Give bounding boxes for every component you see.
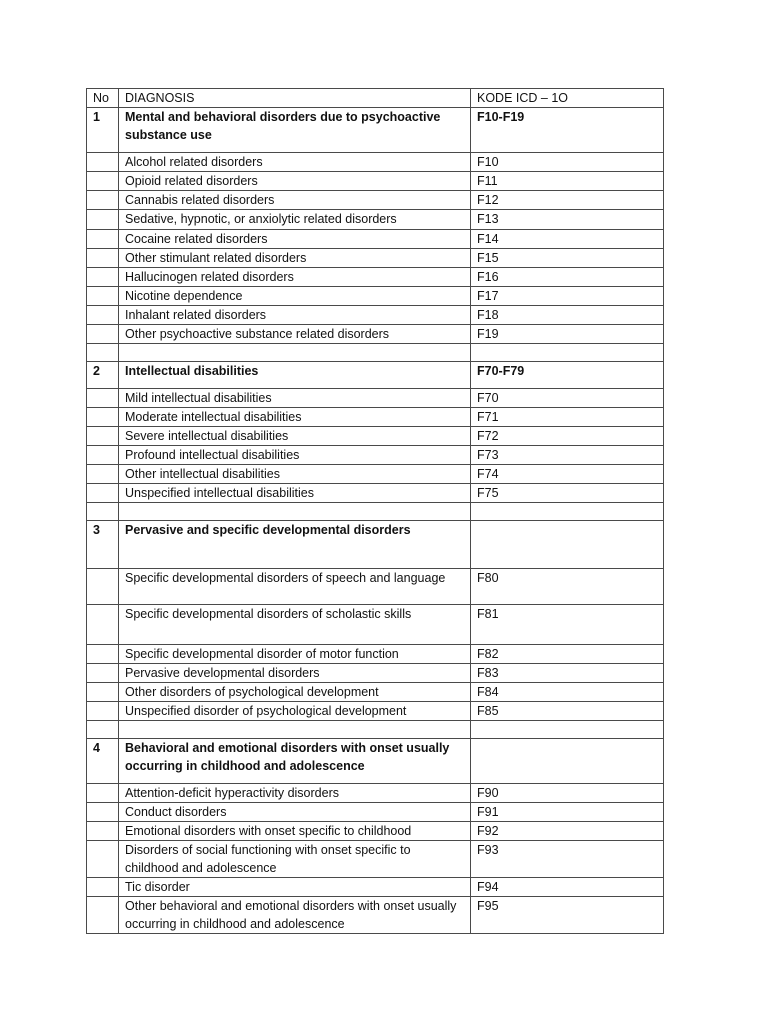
cell-diagnosis: Disorders of social functioning with onset specific to childhood and adolescence (119, 841, 471, 878)
table-row (87, 484, 664, 503)
cell-no: 2 (87, 362, 119, 389)
cell-diagnosis: Severe intellectual disabilities (119, 427, 471, 446)
cell-code: F93 (471, 841, 664, 878)
cell-no (87, 249, 119, 268)
table-row (87, 521, 664, 569)
cell-code: F94 (471, 878, 664, 897)
table-row (87, 325, 664, 344)
cell-no (87, 878, 119, 897)
table-row (87, 664, 664, 683)
cell-diagnosis: Other disorders of psychological development (119, 683, 471, 702)
cell-code: F10-F19 (471, 108, 664, 153)
table-row (87, 344, 664, 362)
cell-diagnosis: Tic disorder (119, 878, 471, 897)
header-code: KODE ICD – 1O (471, 89, 664, 108)
cell-diagnosis: Cannabis related disorders (119, 191, 471, 210)
cell-code: F13 (471, 210, 664, 230)
cell-diagnosis: Intellectual disabilities (119, 362, 471, 389)
table-row (87, 362, 664, 389)
cell-diagnosis (119, 503, 471, 521)
table-row (87, 605, 664, 645)
table-row (87, 721, 664, 739)
cell-no (87, 344, 119, 362)
table-row (87, 569, 664, 605)
cell-code: F19 (471, 325, 664, 344)
cell-code: F18 (471, 306, 664, 325)
cell-code: F80 (471, 569, 664, 605)
cell-no (87, 325, 119, 344)
cell-diagnosis: Specific developmental disorders of scholastic skills (119, 605, 471, 645)
table-row (87, 172, 664, 191)
table-row (87, 897, 664, 934)
cell-no (87, 191, 119, 210)
table-row (87, 108, 664, 153)
cell-diagnosis: Pervasive and specific developmental disorders (119, 521, 471, 569)
table-row (87, 268, 664, 287)
cell-no (87, 268, 119, 287)
header-no: No (87, 89, 119, 108)
cell-no (87, 306, 119, 325)
cell-diagnosis: Conduct disorders (119, 803, 471, 822)
table-row (87, 841, 664, 878)
cell-code: F16 (471, 268, 664, 287)
table-row (87, 822, 664, 841)
table-row (87, 191, 664, 210)
cell-diagnosis: Mental and behavioral disorders due to psychoactive substance use (119, 108, 471, 153)
cell-no (87, 784, 119, 803)
cell-no (87, 153, 119, 172)
cell-no (87, 172, 119, 191)
cell-code: F74 (471, 465, 664, 484)
cell-diagnosis: Sedative, hypnotic, or anxiolytic related disorders (119, 210, 471, 230)
table-row (87, 408, 664, 427)
cell-no (87, 230, 119, 249)
cell-code: F70 (471, 389, 664, 408)
cell-diagnosis: Other intellectual disabilities (119, 465, 471, 484)
cell-code: F70-F79 (471, 362, 664, 389)
cell-no (87, 897, 119, 934)
cell-code: F90 (471, 784, 664, 803)
cell-diagnosis: Behavioral and emotional disorders with onset usually occurring in childhood and adolescence (119, 739, 471, 784)
table-row (87, 153, 664, 172)
cell-diagnosis: Moderate intellectual disabilities (119, 408, 471, 427)
cell-no (87, 427, 119, 446)
table-row (87, 683, 664, 702)
cell-no: 1 (87, 108, 119, 153)
cell-no (87, 408, 119, 427)
cell-no (87, 605, 119, 645)
table-row (87, 446, 664, 465)
cell-code: F95 (471, 897, 664, 934)
table-row (87, 230, 664, 249)
cell-diagnosis (119, 721, 471, 739)
cell-no (87, 287, 119, 306)
table-row (87, 803, 664, 822)
cell-no: 3 (87, 521, 119, 569)
cell-code (471, 344, 664, 362)
table-row (87, 427, 664, 446)
cell-no (87, 569, 119, 605)
header-diagnosis: DIAGNOSIS (119, 89, 471, 108)
cell-diagnosis: Specific developmental disorders of speech and language (119, 569, 471, 605)
table-row (87, 702, 664, 721)
cell-code: F71 (471, 408, 664, 427)
cell-code (471, 521, 664, 569)
cell-diagnosis: Hallucinogen related disorders (119, 268, 471, 287)
cell-code: F15 (471, 249, 664, 268)
cell-no (87, 822, 119, 841)
cell-no (87, 721, 119, 739)
table-row (87, 249, 664, 268)
cell-code: F14 (471, 230, 664, 249)
cell-code (471, 503, 664, 521)
cell-diagnosis: Alcohol related disorders (119, 153, 471, 172)
cell-no (87, 503, 119, 521)
cell-diagnosis: Pervasive developmental disorders (119, 664, 471, 683)
table-row (87, 465, 664, 484)
table-row (87, 389, 664, 408)
table-row (87, 306, 664, 325)
cell-code (471, 721, 664, 739)
cell-no (87, 664, 119, 683)
icd-table (86, 88, 664, 934)
table-row (87, 878, 664, 897)
cell-no (87, 841, 119, 878)
cell-code: F75 (471, 484, 664, 503)
cell-no (87, 484, 119, 503)
cell-no (87, 446, 119, 465)
cell-diagnosis: Emotional disorders with onset specific to childhood (119, 822, 471, 841)
cell-code: F72 (471, 427, 664, 446)
cell-no (87, 683, 119, 702)
cell-diagnosis: Specific developmental disorder of motor function (119, 645, 471, 664)
cell-diagnosis: Other psychoactive substance related disorders (119, 325, 471, 344)
cell-diagnosis: Attention-deficit hyperactivity disorders (119, 784, 471, 803)
cell-code: F81 (471, 605, 664, 645)
cell-no (87, 389, 119, 408)
cell-code: F10 (471, 153, 664, 172)
table-row (87, 739, 664, 784)
cell-diagnosis (119, 344, 471, 362)
cell-diagnosis: Profound intellectual disabilities (119, 446, 471, 465)
cell-no: 4 (87, 739, 119, 784)
cell-no (87, 702, 119, 721)
cell-code: F82 (471, 645, 664, 664)
cell-diagnosis: Unspecified intellectual disabilities (119, 484, 471, 503)
cell-code: F91 (471, 803, 664, 822)
table-row (87, 210, 664, 230)
cell-diagnosis: Unspecified disorder of psychological development (119, 702, 471, 721)
cell-diagnosis: Inhalant related disorders (119, 306, 471, 325)
table-row (87, 287, 664, 306)
table-row (87, 645, 664, 664)
cell-diagnosis: Other stimulant related disorders (119, 249, 471, 268)
cell-code: F73 (471, 446, 664, 465)
cell-code: F12 (471, 191, 664, 210)
cell-diagnosis: Cocaine related disorders (119, 230, 471, 249)
cell-diagnosis: Nicotine dependence (119, 287, 471, 306)
table-header-row (87, 89, 664, 108)
table-row (87, 503, 664, 521)
cell-diagnosis: Mild intellectual disabilities (119, 389, 471, 408)
cell-code: F84 (471, 683, 664, 702)
cell-code: F17 (471, 287, 664, 306)
table-row (87, 784, 664, 803)
cell-diagnosis: Other behavioral and emotional disorders with onset usually occurring in childhood and adolescence (119, 897, 471, 934)
cell-no (87, 803, 119, 822)
cell-diagnosis: Opioid related disorders (119, 172, 471, 191)
cell-no (87, 645, 119, 664)
cell-code: F92 (471, 822, 664, 841)
cell-code (471, 739, 664, 784)
cell-no (87, 210, 119, 230)
cell-no (87, 465, 119, 484)
cell-code: F85 (471, 702, 664, 721)
cell-code: F83 (471, 664, 664, 683)
icd-table-body (87, 89, 664, 934)
cell-code: F11 (471, 172, 664, 191)
